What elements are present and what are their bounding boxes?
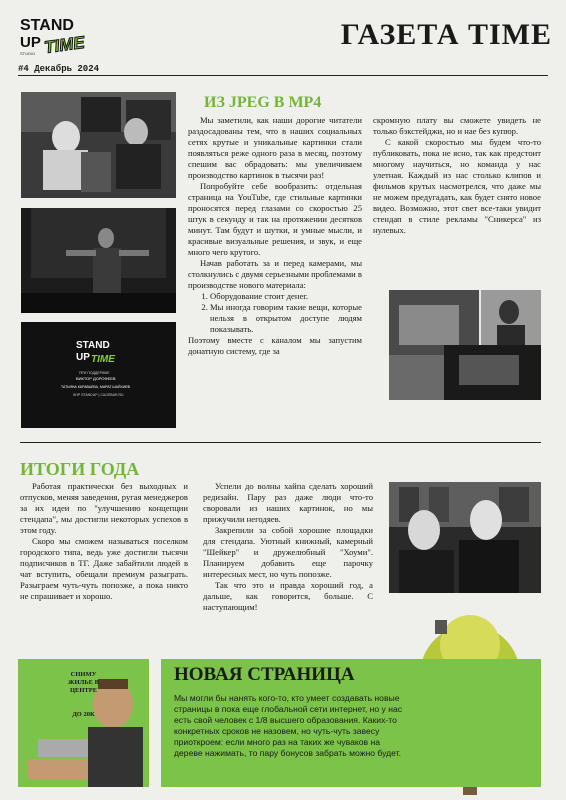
header-divider (18, 75, 548, 76)
problem-list (188, 291, 362, 335)
ad-price: ДО 20К (72, 711, 95, 718)
logo-time-text: TIME (42, 32, 86, 56)
logo-studio-text: STUDIO (20, 51, 36, 56)
section1-paragraph: С какой скоростью мы будем что-то публиковать, пока не ясно, так как предстоит многому научиться, но команда у нас улетная. Каждый из нас столько клипов и фильмов крутых насмотрелся, что даже мы не можем предугадать, как будет снято новое видео. Возможно, этот свет все-таки увидит стендап в стиле рекламы "Сникерса" из нулевых. (373, 137, 541, 235)
svg-text:ТАТЬЯНА КАРАВАЕВА, МАРАТ ШАЙХИ: ТАТЬЯНА КАРАВАЕВА, МАРАТ ШАЙХИЕВ (61, 385, 131, 389)
svg-text:STAND: STAND (76, 340, 110, 351)
list-item: 2. Мы иногда говорим такие вещи, которые нельзя в открытом доступе людям показывать. (210, 302, 362, 335)
section2-paragraph: Закрепили за собой хорошие площадки для стендапа. Уютный книжный, камерный "Шейкер" и дружелюбный "Хоуми". Планируем добавить еще парочку интересных мест, но чуть попозже. (203, 525, 373, 579)
section2-paragraph: Так что это и правда хороший год, а дальше, как говорится, больше. С наступающим! (203, 580, 373, 612)
issue-date: #4 Декабрь 2024 (18, 64, 100, 74)
section3-text: Мы могли бы нанять кого-то, кто умеет создавать новые страницы в пока еще глобальной сети интернет, но у нас есть свой человек с 1/8 высшего образования. Каких-то конкретных сроков не назовем, но чуть-чуть завесу приоткроем: если много раз на таких же чуваков на дереве нажимать, то пару бонусов забрать можно будет. (174, 693, 403, 758)
section1-paragraph: Мы заметили, как наши дорогие читатели раздосадованы тем, что в наших социальных сетях крутые и уникальные картинки стали появляться реже одного раза в месяц, поэтому спешим вас обрадовать: мы увеличиваем производство картинок в тысячи раз! (188, 115, 362, 180)
section1-column1 (188, 115, 362, 357)
list-item: 1. Оборудование стоит денег. (210, 291, 362, 302)
svg-text:SHP STANDUP | CAGEBAR.RU: SHP STANDUP | CAGEBAR.RU (73, 393, 124, 397)
section1-paragraph: Попробуйте себе вообразить: отдельная страница на YouTube, где стильные картинки проносятся перед глазами со скоростью 25 штук в секунду и так на протяжении десятков минут. Там будут и шутки, и умные мысли, и красивые визуальные решения, и звук, и еще много чего крутого. (188, 181, 362, 257)
section2-column1 (20, 481, 188, 602)
masthead-title: ГАЗЕТА TIME (340, 18, 552, 51)
logo-stand-text: STAND (20, 17, 74, 34)
housing-ad[interactable] (18, 659, 149, 787)
video-collage-image (389, 290, 541, 400)
comedian-on-stage-photo (21, 208, 176, 313)
section2-column2 (203, 481, 373, 613)
ad-headline: СНИМУ ЖИЛЬЕ В ЦЕНТРЕ (68, 671, 99, 694)
team-photo (389, 482, 541, 593)
stand-up-time-logo (18, 14, 98, 56)
section1-column2 (373, 115, 541, 236)
svg-text:TIME: TIME (91, 354, 115, 365)
svg-text:UP: UP (76, 352, 90, 363)
podcast-photo (21, 92, 176, 198)
section1-paragraph: Начав работать за и перед камерами, мы столкнулись с двумя серьезными проблемами в производстве нового материала: (188, 258, 362, 290)
section2-paragraph: Скоро мы сможем называться поселком городского типа, ведь уже достигли тысячи подписчиков в ТГ. Даже забайтили людей в чат вступить, обещали премиум разыграть. Разыграем чуть-чуть попозже, а пока никто не спрашивает и хорошо. (20, 536, 188, 601)
section1-title: ИЗ JPEG В MP4 (204, 94, 322, 111)
credits-slate (21, 322, 176, 428)
svg-text:ПРИ ПОДДЕРЖКЕ: ПРИ ПОДДЕРЖКЕ (79, 371, 110, 375)
section2-paragraph: Успели до волны хайпа сделать хороший редизайн. Пару раз даже люди что-то своровали из наших картинок, но мы прижучили негодяев. (203, 481, 373, 524)
logo-up-text: UP (20, 34, 41, 51)
section2-title: ИТОГИ ГОДА (20, 459, 140, 479)
svg-text:ВИКТОР ДОРОФЕЕВ: ВИКТОР ДОРОФЕЕВ (76, 376, 116, 381)
section3-title: НОВАЯ СТРАНИЦА (174, 664, 355, 685)
section2-paragraph: Работая практически без выходных и отпусков, меняя заведения, ругая менеджеров за их идеи по "улучшению концепции стендапа", мы достигли некоторых успехов в этом году. (20, 481, 188, 535)
section1-paragraph: скромную плату вы сможете увидеть не только бэкстейджи, но и нае без купюр. (373, 115, 541, 136)
section1-paragraph: Поэтому вместе с каналом мы запустим донатную систему, где за (188, 335, 362, 356)
section-divider (20, 442, 541, 443)
